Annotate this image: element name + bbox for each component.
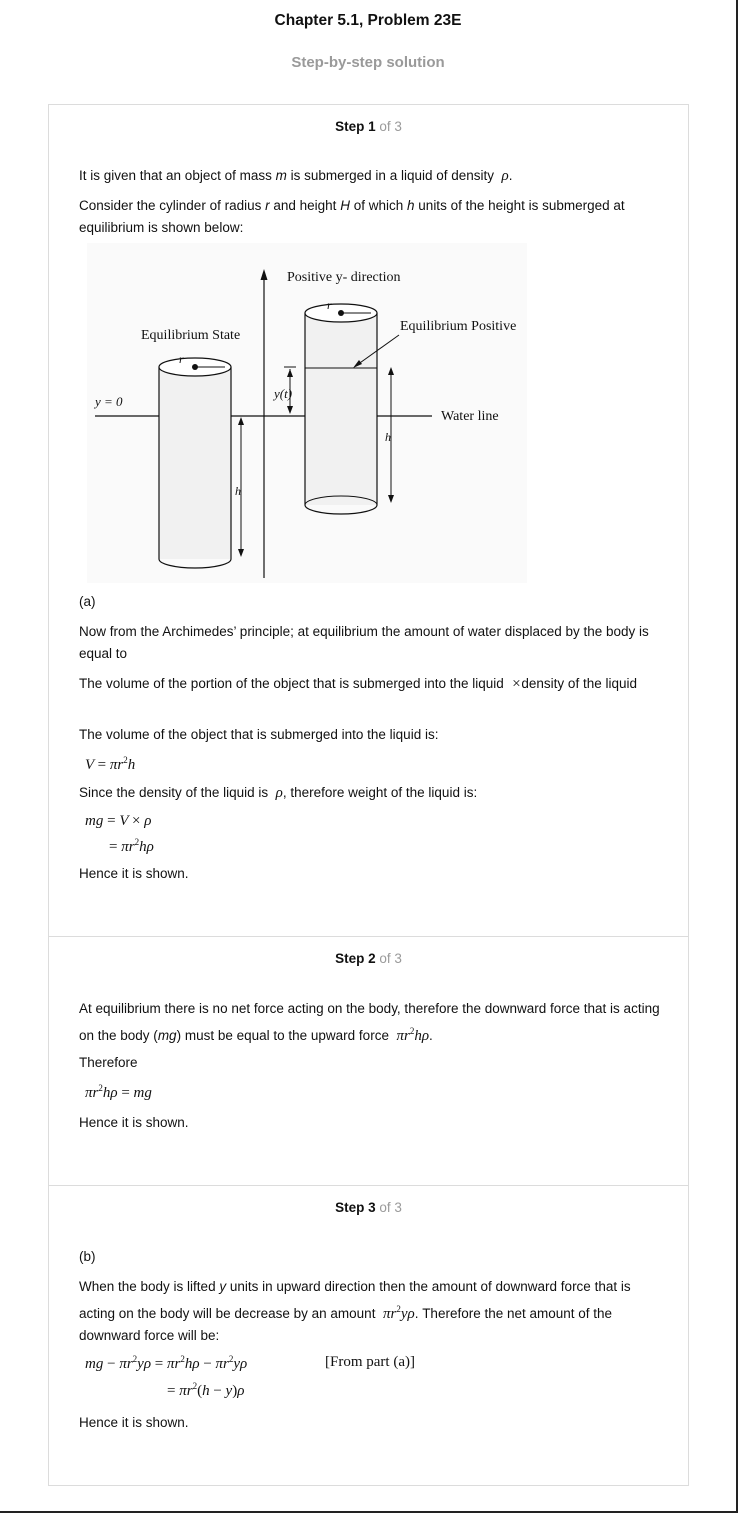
step-divider-2: [49, 1185, 688, 1186]
right-radius-label: r: [327, 298, 332, 312]
step-2-count: of 3: [379, 951, 402, 966]
equilibrium-state-label: Equilibrium State: [141, 328, 241, 343]
chapter-title: Chapter 5.1, Problem 23E: [274, 12, 462, 29]
volume-density-line: The volume of the portion of the object that is submerged into the liquid ×density of the liquid: [79, 676, 637, 692]
weight-equation-2: = $\pi r^2h\rho$: [109, 837, 154, 855]
solution-subtitle: Step-by-step solution: [291, 54, 445, 71]
right-h-label: h: [385, 430, 391, 444]
part-a-label: (a): [79, 594, 96, 609]
step-1-given: It is given that an object of mass m is submerged in a liquid of density ρ.: [79, 168, 513, 184]
step-3-conclusion: Hence it is shown.: [79, 1415, 189, 1430]
lifted-cylinder: [305, 304, 377, 514]
solution-panel: [48, 104, 689, 1486]
y-zero-label: y = 0: [95, 394, 123, 409]
step-1-label: Step 1: [335, 119, 376, 134]
step-3-equation-2: = $\pi r^2(h - y)\rho$: [167, 1381, 245, 1399]
volume-equation: $V = \pi r^2h$: [85, 755, 136, 773]
step-1-conclusion: Hence it is shown.: [79, 866, 189, 881]
step-1-count: of 3: [379, 119, 402, 134]
step-3-equation-1: mg − $\pi r^2y\rho = \pi r^2h\rho - \pi r^2y\rho$: [85, 1354, 248, 1372]
step-2-equation: $\pi r^2h\rho$ = mg: [85, 1083, 152, 1101]
step-2-header: [49, 951, 688, 966]
water-line-label: Water line: [441, 409, 499, 424]
step-1-consider: Consider the cylinder of radius r and height H of which h units of the height is submerged at equilibrium is shown below:: [79, 198, 625, 235]
step-divider-1: [49, 936, 688, 937]
step-2-equilibrium-text: At equilibrium there is no net force acting on the body, therefore the downward force that is acting on the body (mg) must be equal to the upward force $\pi r^2h\rho$.: [79, 1001, 660, 1044]
step-3-count: of 3: [379, 1200, 402, 1215]
left-h-label: h: [235, 484, 241, 498]
equilibrium-positive-label: Equilibrium Positive: [400, 319, 517, 334]
left-radius-label: r: [179, 352, 184, 366]
part-b-label: (b): [79, 1249, 96, 1264]
density-text: Since the density of the liquid is ρ, therefore weight of the liquid is:: [79, 785, 478, 801]
equilibrium-cylinder: [159, 358, 231, 568]
step-2-therefore: Therefore: [79, 1055, 138, 1070]
weight-equation-1: mg = V × ρ: [85, 813, 152, 829]
archimedes-principle: Now from the Archimedes’ principle; at equilibrium the amount of water displaced by the body is equal to: [79, 624, 649, 661]
positive-direction-label: Positive y- direction: [287, 270, 401, 285]
cylinder-diagram: [87, 243, 527, 583]
step-3-lifted-text: When the body is lifted y units in upward direction then the amount of downward force that is acting on the body will be decrease by an amount $\pi r^2y\rho$. Therefore the net amount of the downward force will be:: [79, 1279, 631, 1343]
volume-submerged-text: The volume of the object that is submerged into the liquid is:: [79, 727, 439, 742]
step-3-label: Step 3: [335, 1200, 376, 1215]
step-1-header: [49, 119, 688, 134]
step-3-equation-note: [From part (a)]: [325, 1354, 415, 1370]
step-2-label: Step 2: [335, 951, 376, 966]
step-3-header: [49, 1200, 688, 1215]
step-2-conclusion: Hence it is shown.: [79, 1115, 189, 1130]
y-t-label: y(t): [274, 386, 293, 401]
